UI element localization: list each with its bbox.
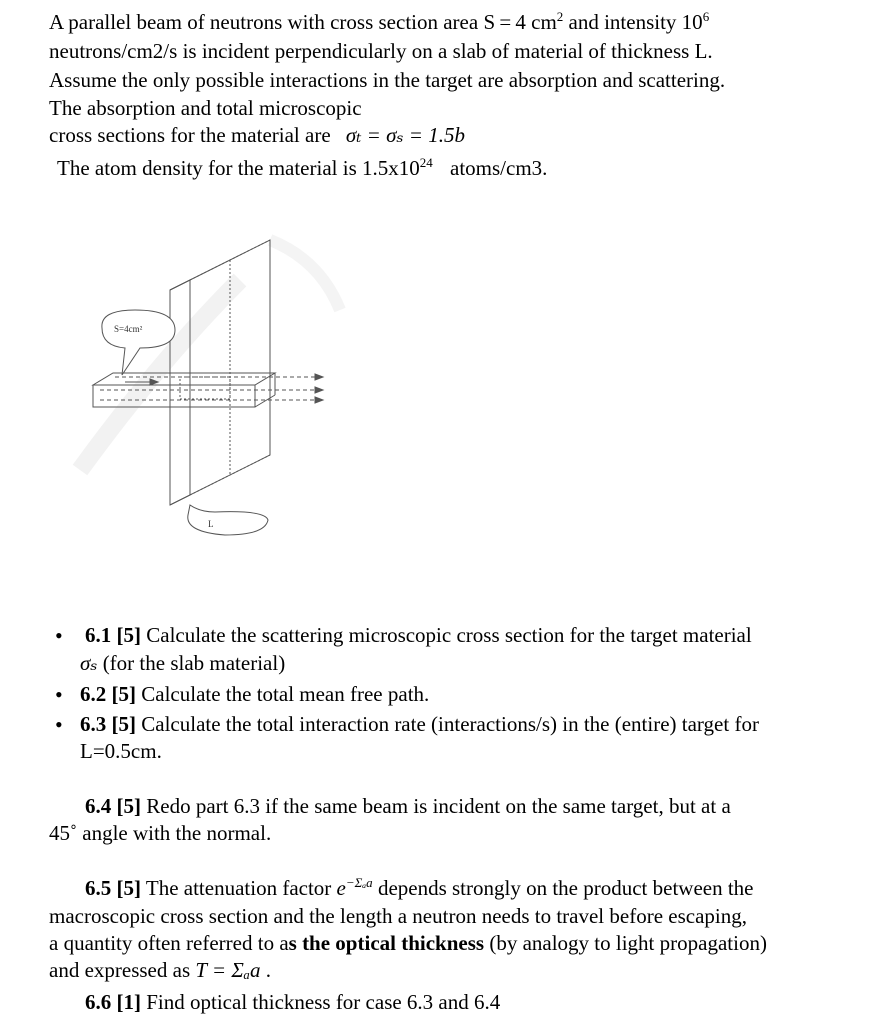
question-6-2: 6.2 [5] Calculate the total mean free path. — [80, 682, 430, 706]
cross-section-equation: σₜ = σₛ = 1.5b — [345, 123, 465, 147]
question-6-6: 6.6 [1] Find optical thickness for case 6.3 and 6.4 — [85, 990, 501, 1014]
area-label: S=4cm² — [114, 324, 143, 334]
intro-line-5: cross sections for the material are σₜ = σₛ = 1.5b — [49, 123, 465, 147]
question-6-3: 6.3 [5] Calculate the total interaction rate (interactions/s) in the (entire) target for — [80, 712, 759, 736]
question-6-3-line-2: L=0.5cm. — [80, 739, 162, 763]
thickness-callout — [188, 505, 268, 535]
thickness-label: L — [208, 519, 214, 529]
optical-thickness-equation: T = Σₐa — [195, 958, 261, 982]
question-6-4: 6.4 [5] Redo part 6.3 if the same beam is incident on the same target, but at a — [85, 794, 731, 818]
question-6-5-line-4: and expressed as T = Σₐa . — [49, 958, 271, 982]
intro-line-2: neutrons/cm2/s is incident perpendicularly on a slab of material of thickness L. — [49, 39, 713, 63]
bullet-3: • — [55, 712, 63, 737]
question-6-5-line-2: macroscopic cross section and the length a neutron needs to travel before escaping, — [49, 904, 747, 928]
watermark-shape-2 — [270, 240, 340, 310]
intro-line-1: A parallel beam of neutrons with cross section area S = 4 $cm^2$ and intensity $10^6$ — [49, 9, 710, 34]
question-6-1: 6.1 [5] Calculate the scattering microscopic cross section for the target material — [85, 623, 752, 647]
bullet-2: • — [55, 682, 63, 707]
watermark-shape — [80, 280, 240, 470]
bullet-1: • — [55, 623, 63, 648]
question-6-5-line-3: a quantity often referred to as the optical thickness (by analogy to light propagation) — [49, 931, 767, 955]
question-6-5: 6.5 [5] The attenuation factor $e^{-\Sigma_aa}$ depends strongly on the product between the — [85, 875, 754, 900]
intro-line-6: The atom density for the material is $1.5x10^{24}$ atoms/cm3. — [57, 155, 548, 180]
attenuation-factor: $e^{-\Sigma_aa}$ — [336, 875, 373, 900]
question-6-4-line-2: 45˚ angle with the normal. — [49, 821, 272, 845]
question-6-1-line-2: σₛ (for the slab material) — [80, 651, 286, 675]
optical-thickness-term: s the optical thickness — [288, 931, 485, 955]
slab-beam-diagram — [40, 220, 380, 550]
intro-line-4: The absorption and total microscopic — [49, 96, 362, 120]
intro-line-3: Assume the only possible interactions in the target are absorption and scattering. — [49, 68, 726, 92]
